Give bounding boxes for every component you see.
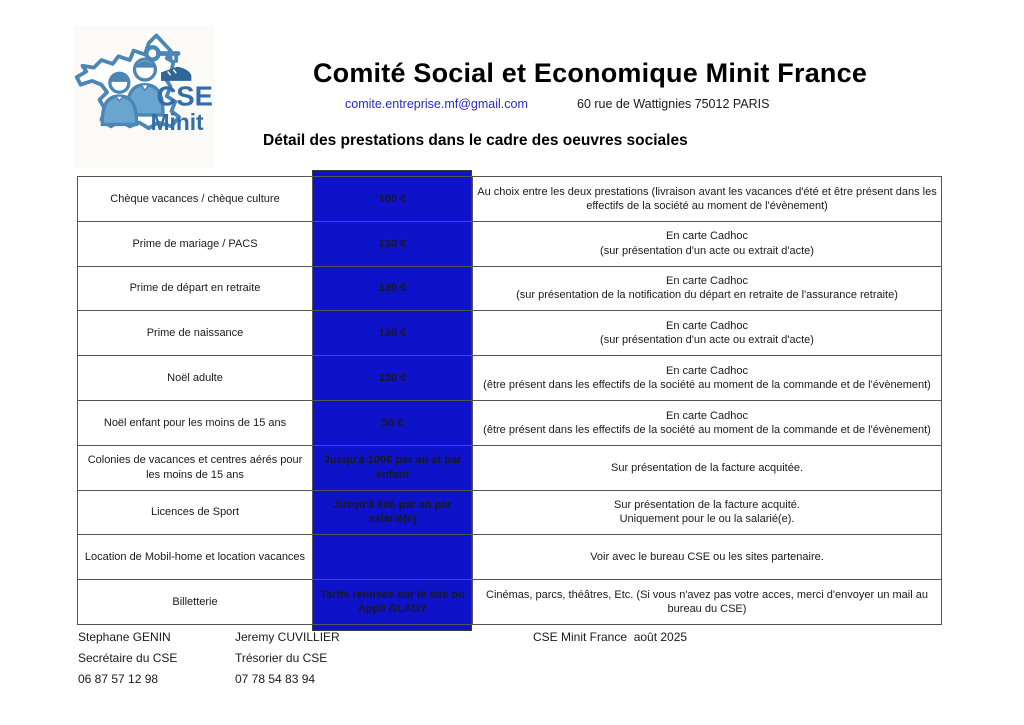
table-row <box>78 266 942 311</box>
page-title: Comité Social et Economique Minit France <box>312 58 868 88</box>
logo-text-cse: CSE <box>156 80 213 112</box>
table-row <box>78 400 942 445</box>
amount-cell: 100 € <box>313 177 473 222</box>
prestation-cell: Prime de mariage / PACS <box>78 221 313 266</box>
contact-name: Stephane GENIN <box>78 630 171 644</box>
contact-role: Trésorier du CSE <box>235 651 328 665</box>
table-row <box>78 221 942 266</box>
conditions-cell: En carte Cadhoc (être présent dans les effectifs de la société au moment de la commande et de l'évènement) <box>473 356 942 401</box>
prestation-cell: Billetterie <box>78 580 313 625</box>
issue-line: CSE Minit France août 2025 <box>533 630 688 644</box>
logo-text-minit: Minit <box>150 109 204 136</box>
amount-cell: 130 € <box>313 221 473 266</box>
conditions-cell: Cinémas, parcs, théâtres, Etc. (Si vous n'avez pas votre acces, merci d'envoyer un mail au bureau du CSE) <box>473 580 942 625</box>
conditions-cell: En carte Cadhoc (sur présentation d'un acte ou extrait d'acte) <box>473 311 942 356</box>
contact-name: Jeremy CUVILLIER <box>235 630 340 644</box>
prestation-cell: Prime de départ en retraite <box>78 266 313 311</box>
table-row <box>78 445 942 490</box>
amount-cell: 50 € <box>313 400 473 445</box>
table-row <box>78 177 942 222</box>
contact-treasurer <box>235 630 533 693</box>
conditions-cell: En carte Cadhoc (sur présentation d'un acte ou extrait d'acte) <box>473 221 942 266</box>
table-row <box>78 356 942 401</box>
prestation-cell: Chèque vacances / chèque culture <box>78 177 313 222</box>
prestation-cell: Colonies de vacances et centres aérés pour les moins de 15 ans <box>78 445 313 490</box>
amount-cell: Jusqu'à 60€ par an par salarié(e) <box>313 490 473 535</box>
amount-cell <box>313 535 473 580</box>
contact-role: Secrétaire du CSE <box>78 651 178 665</box>
table-row <box>78 490 942 535</box>
amount-cell: 130 € <box>313 266 473 311</box>
contact-secretary <box>78 630 235 693</box>
amount-cell: Jusqu'à 100€ par an et par enfant <box>313 445 473 490</box>
prestation-cell: Location de Mobil-home et location vacances <box>78 535 313 580</box>
prestation-cell: Prime de naissance <box>78 311 313 356</box>
conditions-cell: Au choix entre les deux prestations (livraison avant les vacances d'été et être présent dans les effectifs de la société au moment de l'évènement) <box>473 177 942 222</box>
contact-phone: 06 87 57 12 98 <box>78 672 159 686</box>
prestation-cell: Licences de Sport <box>78 490 313 535</box>
prestation-cell: Noël adulte <box>78 356 313 401</box>
amount-cell: 130 € <box>313 356 473 401</box>
table-row <box>78 535 942 580</box>
amount-cell: Tarifs remisés sur le site ou Appli GLADY <box>313 580 473 625</box>
table-row <box>78 580 942 625</box>
conditions-cell: Sur présentation de la facture acquité. Uniquement pour le ou la salarié(e). <box>473 490 942 535</box>
address-text: 60 rue de Wattignies 75012 PARIS <box>577 97 770 111</box>
conditions-cell: En carte Cadhoc (être présent dans les effectifs de la société au moment de la commande et de l'évènement) <box>473 400 942 445</box>
table-row <box>78 311 942 356</box>
contact-line <box>240 97 940 113</box>
conditions-cell: Voir avec le bureau CSE ou les sites partenaire. <box>473 535 942 580</box>
cse-minit-logo <box>73 26 215 168</box>
contact-phone: 07 78 54 83 94 <box>235 672 316 686</box>
amount-cell: 130 € <box>313 311 473 356</box>
email-link[interactable]: comite.entreprise.mf@gmail.com <box>345 97 528 111</box>
footer <box>78 630 942 693</box>
conditions-cell: Sur présentation de la facture acquitée. <box>473 445 942 490</box>
conditions-cell: En carte Cadhoc (sur présentation de la notification du départ en retraite de l'assurance retraite) <box>473 266 942 311</box>
benefits-table-wrap <box>77 176 941 625</box>
benefits-table <box>77 176 942 625</box>
france-map-icon <box>73 26 215 168</box>
prestation-cell: Noël enfant pour les moins de 15 ans <box>78 400 313 445</box>
document-subtitle: Détail des prestations dans le cadre des oeuvres sociales <box>263 132 688 149</box>
